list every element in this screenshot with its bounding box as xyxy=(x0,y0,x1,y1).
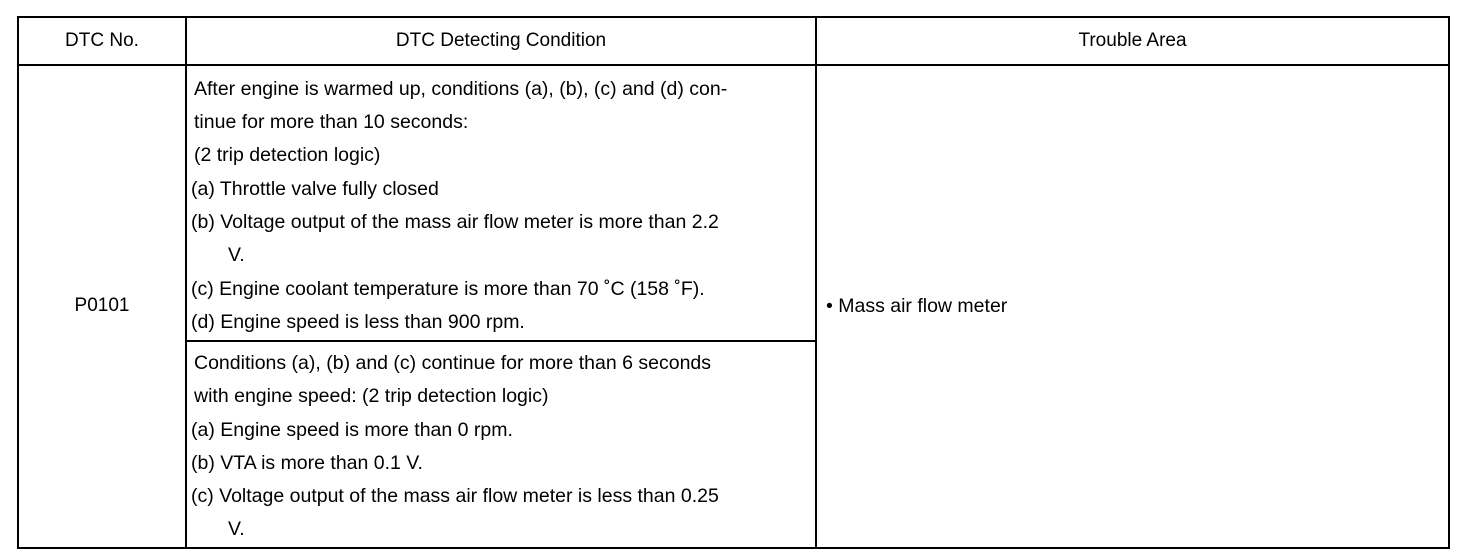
table-row xyxy=(18,65,1449,341)
condition-line: with engine speed: (2 trip detection logic) xyxy=(194,385,549,408)
condition-line: (b) VTA is more than 0.1 V. xyxy=(191,451,423,474)
condition-line: V. xyxy=(228,244,245,267)
dtc-code-cell: P0101 xyxy=(18,65,186,548)
condition-cell-2 xyxy=(186,341,816,548)
condition-line: After engine is warmed up, conditions (a), (b), (c) and (d) con- xyxy=(194,77,728,100)
condition-line: tinue for more than 10 seconds: xyxy=(194,111,469,134)
condition-line: V. xyxy=(228,518,245,541)
condition-line: (a) Throttle valve fully closed xyxy=(191,177,439,200)
header-dtc-no: DTC No. xyxy=(18,17,186,65)
header-row xyxy=(18,17,1449,65)
condition-line: (b) Voltage output of the mass air flow meter is more than 2.2 xyxy=(191,211,719,233)
header-trouble-area: Trouble Area xyxy=(816,17,1449,65)
trouble-area-cell: • Mass air flow meter xyxy=(816,65,1449,548)
condition-line: Conditions (a), (b) and (c) continue for more than 6 seconds xyxy=(194,352,712,374)
condition-line: (c) Voltage output of the mass air flow meter is less than 0.25 xyxy=(191,485,719,508)
dtc-table xyxy=(17,16,1450,549)
header-detecting-condition: DTC Detecting Condition xyxy=(186,17,816,65)
condition-line: (d) Engine speed is less than 900 rpm. xyxy=(191,310,525,333)
condition-cell-1 xyxy=(186,65,816,341)
condition-line: (a) Engine speed is more than 0 rpm. xyxy=(191,418,513,441)
condition-line: (c) Engine coolant temperature is more than 70 ˚C (158 ˚F). xyxy=(191,277,705,300)
condition-line: (2 trip detection logic) xyxy=(194,144,381,167)
